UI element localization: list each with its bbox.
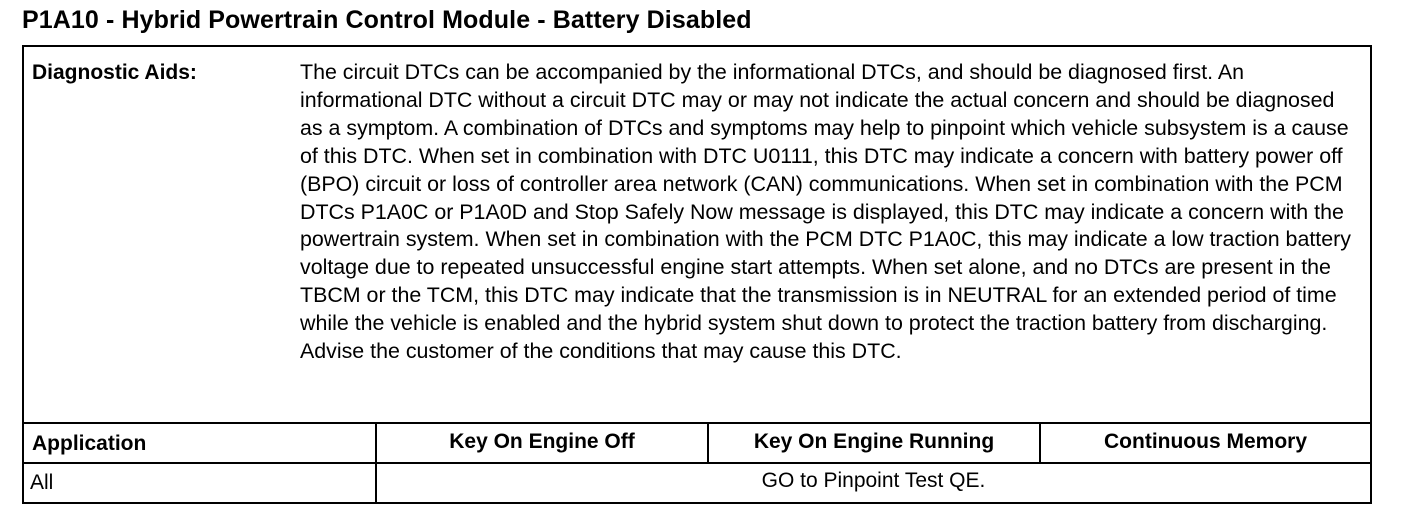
diagnostic-table: [22, 45, 1372, 504]
row-divider-header: [24, 422, 1370, 424]
page-title: P1A10 - Hybrid Powertrain Control Module - Battery Disabled: [22, 6, 752, 34]
row-action-text: GO to Pinpoint Test QE.: [761, 469, 986, 492]
header-key-on-engine-off: Key On Engine Off: [449, 430, 635, 453]
row-divider-body: [24, 462, 1370, 464]
diagnostic-aids-label: Diagnostic Aids:: [32, 61, 197, 84]
header-key-on-engine-running: Key On Engine Running: [753, 430, 995, 453]
header-application: Application: [32, 432, 147, 455]
diagnostic-aids-text: The circuit DTCs can be accompanied by the informational DTCs, and should be diagnosed first. An informational DTC without a circuit DTC may or may not indicate the actual concern and should be diagnosed as a symptom. A combination of DTCs and symptoms may help to pinpoint which vehicle subsystem is a cause of this DTC. When set in combination with DTC U0111, this DTC may indicate a concern with battery power off (BPO) circuit or loss of controller area network (CAN) communications. When set in combination with the PCM DTCs P1A0C or P1A0D and Stop Safely Now message is displayed, this DTC may indicate a concern with the powertrain system. When set in combination with the PCM DTC P1A0C, this may indicate a low traction battery voltage due to repeated unsuccessful engine start attempts. When set alone, and no DTCs are present in the TBCM or the TCM, this DTC may indicate that the transmission is in NEUTRAL for an extended period of time while the vehicle is enabled and the hybrid system shut down to protect the traction battery from discharging. Advise the customer of the conditions that may cause this DTC.: [300, 60, 1351, 364]
header-continuous-memory: Continuous Memory: [1104, 430, 1307, 453]
row-application-value: All: [30, 471, 54, 494]
